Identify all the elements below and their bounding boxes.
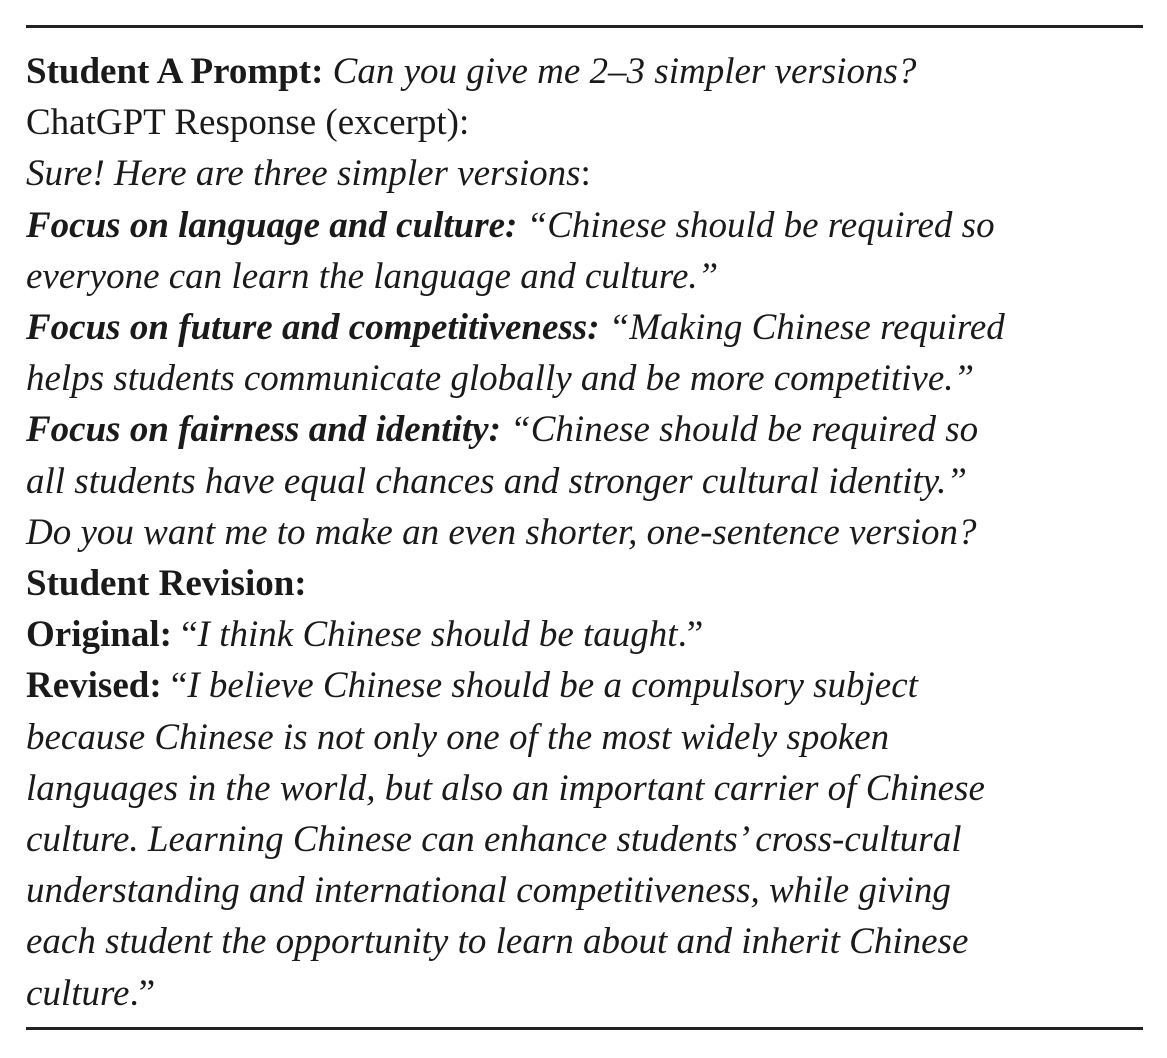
original-label: Original: bbox=[26, 614, 172, 656]
top-rule bbox=[26, 25, 1143, 28]
revised-close: .” bbox=[129, 972, 156, 1014]
original-close: .” bbox=[677, 614, 704, 656]
revised-line1: I believe Chinese should be a compulsory subject bbox=[187, 665, 918, 707]
version-label: Focus on fairness and identity: bbox=[26, 409, 501, 451]
version-quote-line2: everyone can learn the language and culture.” bbox=[26, 255, 719, 297]
revised-line7: culture bbox=[26, 972, 130, 1014]
version-label: Focus on future and competitiveness: bbox=[26, 307, 600, 349]
revised-line2: because Chinese is not only one of the most widely spoken bbox=[26, 716, 890, 758]
version-item-future bbox=[26, 302, 1143, 404]
response-heading: ChatGPT Response (excerpt): bbox=[26, 102, 470, 144]
response-intro bbox=[26, 148, 1143, 199]
version-item-language bbox=[26, 200, 1143, 302]
version-label: Focus on language and culture: bbox=[26, 204, 518, 246]
revised-label: Revised: bbox=[26, 665, 162, 707]
version-item-fairness bbox=[26, 404, 1143, 506]
response-intro-text: Sure! Here are three simpler versions bbox=[26, 153, 581, 195]
prompt-text: Can you give me 2–3 simpler versions? bbox=[332, 51, 917, 92]
followup-question: Do you want me to make an even shorter, one-sentence version? bbox=[26, 511, 977, 553]
version-quote-line2: helps students communicate globally and be more competitive.” bbox=[26, 358, 975, 400]
revised-line4: culture. Learning Chinese can enhance students’ cross-cultural bbox=[26, 819, 962, 861]
version-quote-line2: all students have equal chances and stronger cultural identity.” bbox=[26, 460, 967, 502]
revised-paragraph bbox=[26, 660, 1143, 1018]
prompt-line bbox=[26, 46, 1143, 97]
original-line bbox=[26, 609, 1143, 660]
version-quote-line1: “Chinese should be required so bbox=[517, 204, 995, 246]
revised-line3: languages in the world, but also an important carrier of Chinese bbox=[26, 767, 985, 809]
revised-line5: understanding and international competitiveness, while giving bbox=[26, 870, 951, 912]
revised-open-quote: “ bbox=[161, 665, 188, 707]
prompt-label: Student A Prompt: bbox=[26, 51, 324, 92]
revised-line6: each student the opportunity to learn about and inherit Chinese bbox=[26, 921, 969, 963]
original-open-quote: “ bbox=[171, 614, 198, 656]
version-quote-line1: “Making Chinese required bbox=[599, 307, 1005, 349]
bottom-rule bbox=[26, 1027, 1143, 1030]
original-text: I think Chinese should be taught bbox=[197, 614, 678, 656]
version-quote-line1: “Chinese should be required so bbox=[500, 409, 979, 451]
response-intro-colon: : bbox=[580, 153, 591, 195]
revision-heading: Student Revision: bbox=[26, 563, 307, 605]
document-body bbox=[26, 46, 1143, 1019]
